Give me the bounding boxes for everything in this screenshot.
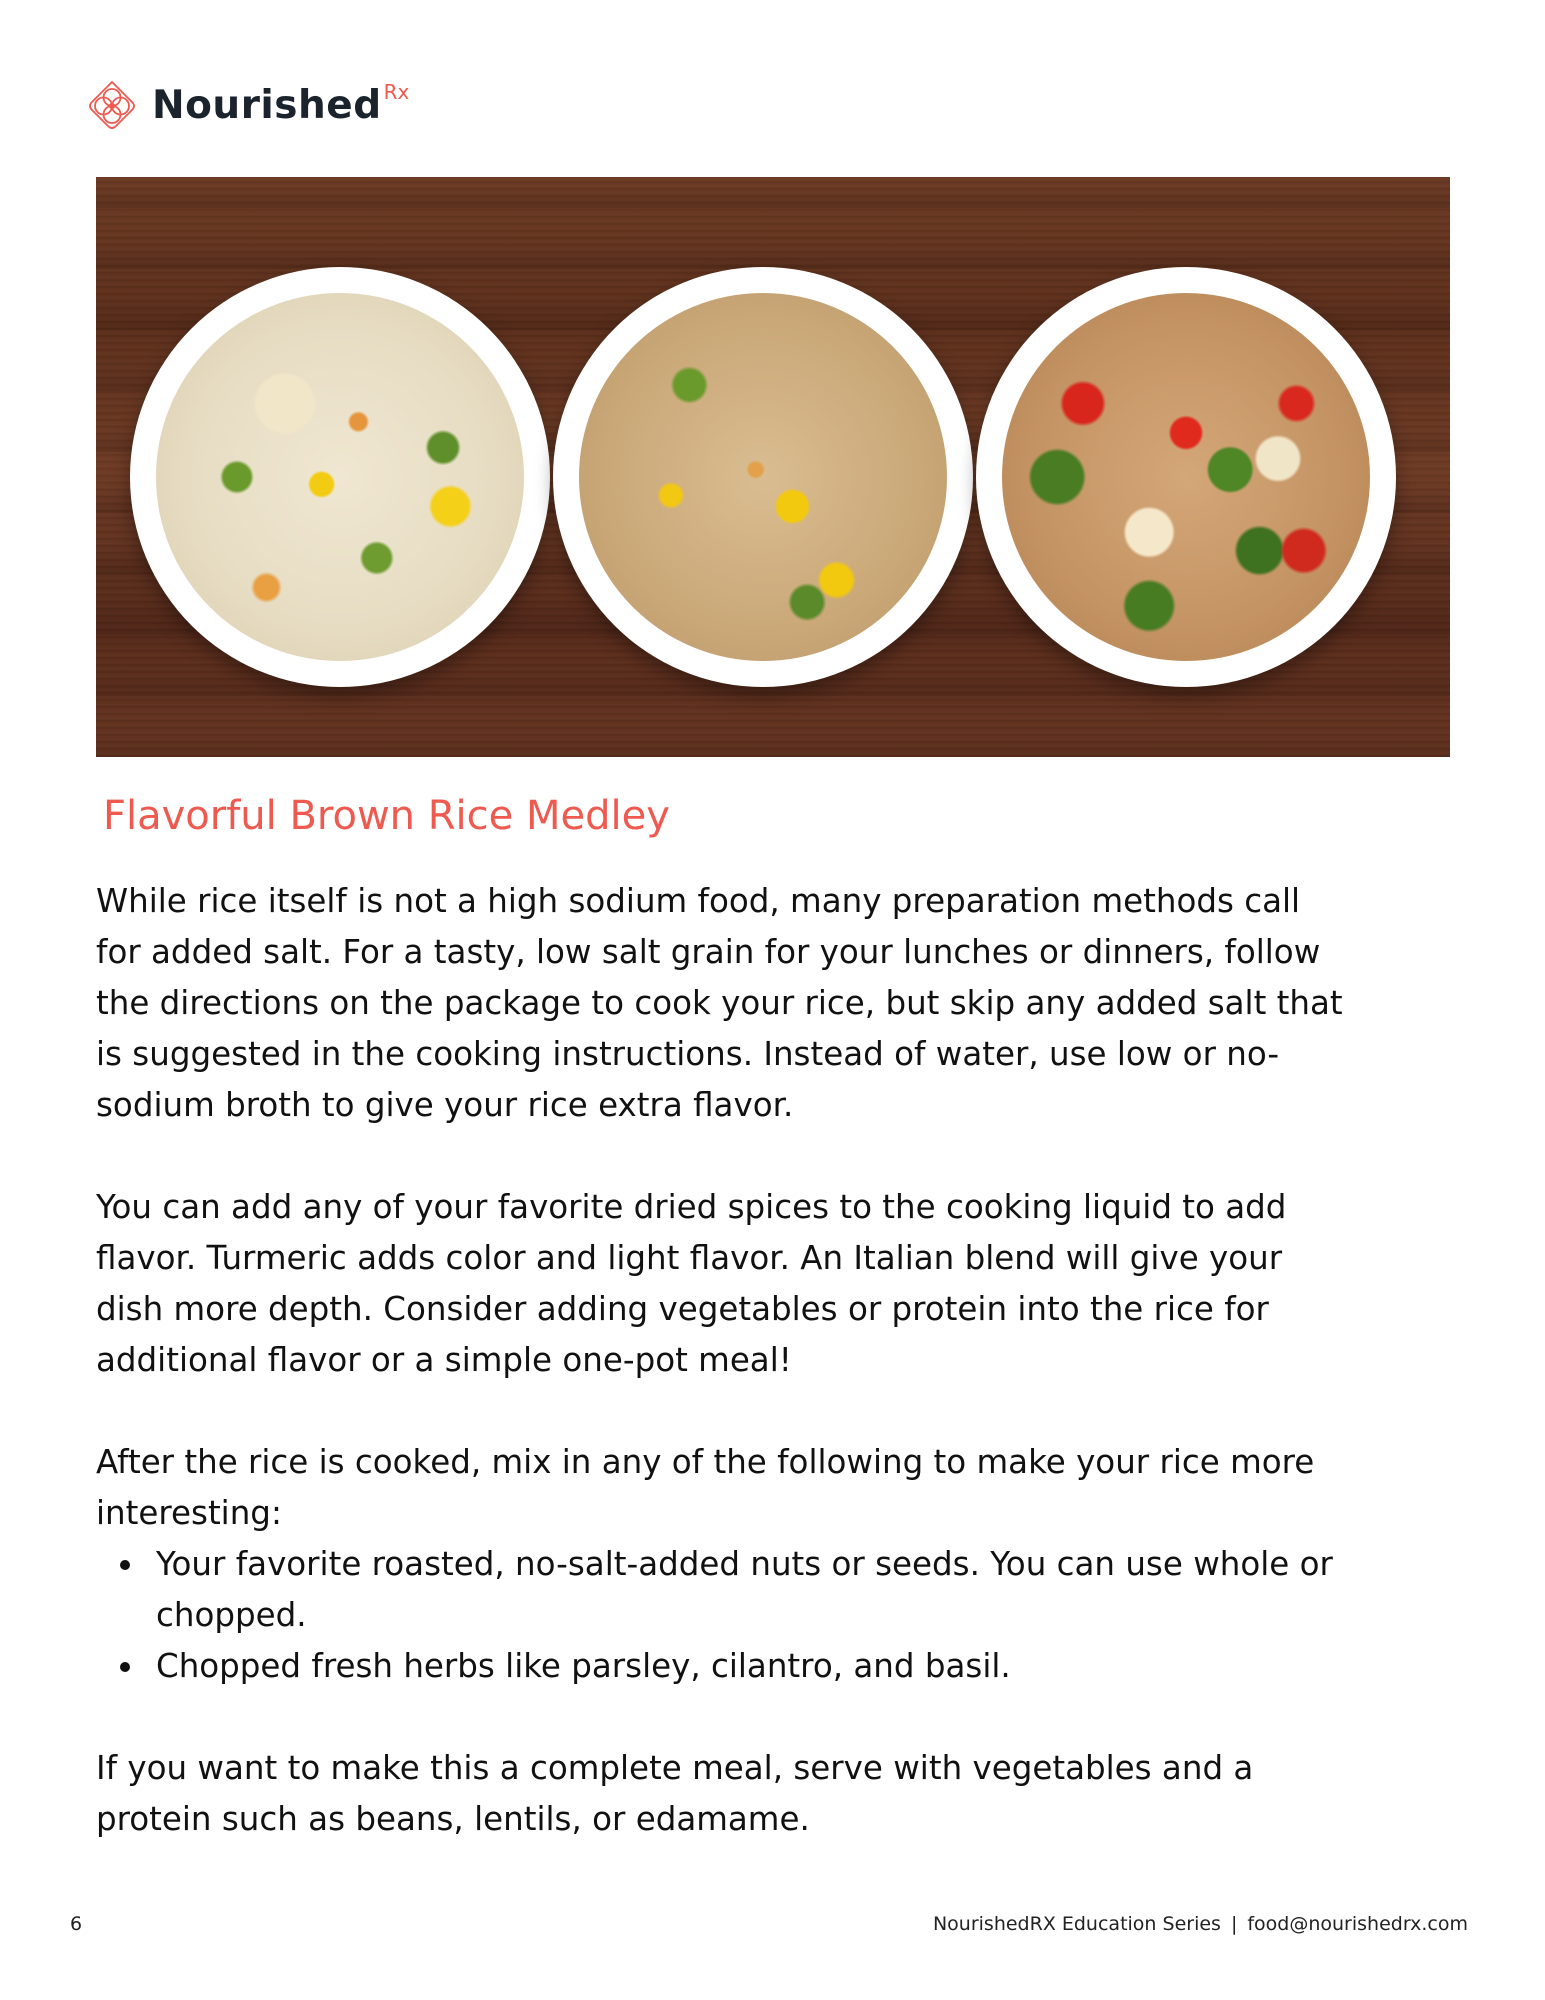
bullet-icon: [120, 1560, 130, 1570]
text-line: additional flavor or a simple one-pot meal!: [96, 1341, 792, 1379]
text-line: If you want to make this a complete meal, serve with vegetables and a: [96, 1749, 1254, 1787]
footer-series: NourishedRX Education Series: [932, 1913, 1221, 1935]
list-item: [96, 1539, 1476, 1641]
paragraph-spices: [96, 1182, 1476, 1386]
text-line: the directions on the package to cook your rice, but skip any added salt that: [96, 984, 1343, 1022]
text-line: While rice itself is not a high sodium food, many preparation methods call: [96, 882, 1301, 920]
text-line: interesting:: [96, 1494, 282, 1532]
paragraph-intro: [96, 876, 1476, 1131]
text-line: You can add any of your favorite dried spices to the cooking liquid to add: [96, 1188, 1287, 1226]
paragraph-mix-ins: [96, 1437, 1476, 1539]
flower-diamond-icon: [86, 80, 138, 132]
brand-logo: [86, 78, 409, 134]
text-line: for added salt. For a tasty, low salt grain for your lunches or dinners, follow: [96, 933, 1321, 971]
article-body: [96, 876, 1476, 1845]
hero-image: [96, 177, 1450, 757]
bullet-icon: [120, 1662, 130, 1672]
rice-broccoli-pepper-bowl: [976, 267, 1396, 687]
paragraph-complete-meal: [96, 1743, 1476, 1845]
text-line: sodium broth to give your rice extra flavor.: [96, 1086, 794, 1124]
text-line: Chopped fresh herbs like parsley, cilantro, and basil.: [156, 1647, 1011, 1685]
brand-name: Nourished: [152, 82, 382, 128]
brand-suffix: Rx: [383, 80, 410, 104]
footer-separator: |: [1230, 1913, 1238, 1935]
text-line: flavor. Turmeric adds color and light flavor. An Italian blend will give your: [96, 1239, 1283, 1277]
footer-info: [933, 1913, 1468, 1935]
white-rice-vegetable-bowl: [130, 267, 550, 687]
article-title: Flavorful Brown Rice Medley: [103, 793, 670, 839]
text-line: protein such as beans, lentils, or edamame.: [96, 1800, 810, 1838]
text-line: After the rice is cooked, mix in any of the following to make your rice more: [96, 1443, 1315, 1481]
footer-email-link[interactable]: food@nourishedrx.com: [1247, 1913, 1468, 1935]
brown-rice-vegetable-bowl: [553, 267, 973, 687]
text-line: chopped.: [156, 1596, 307, 1634]
mix-in-list: [96, 1539, 1476, 1692]
text-line: Your favorite roasted, no-salt-added nuts or seeds. You can use whole or: [156, 1545, 1333, 1583]
text-line: dish more depth. Consider adding vegetables or protein into the rice for: [96, 1290, 1269, 1328]
page-number: 6: [70, 1913, 83, 1935]
text-line: is suggested in the cooking instructions. Instead of water, use low or no-: [96, 1035, 1280, 1073]
list-item: [96, 1641, 1476, 1692]
